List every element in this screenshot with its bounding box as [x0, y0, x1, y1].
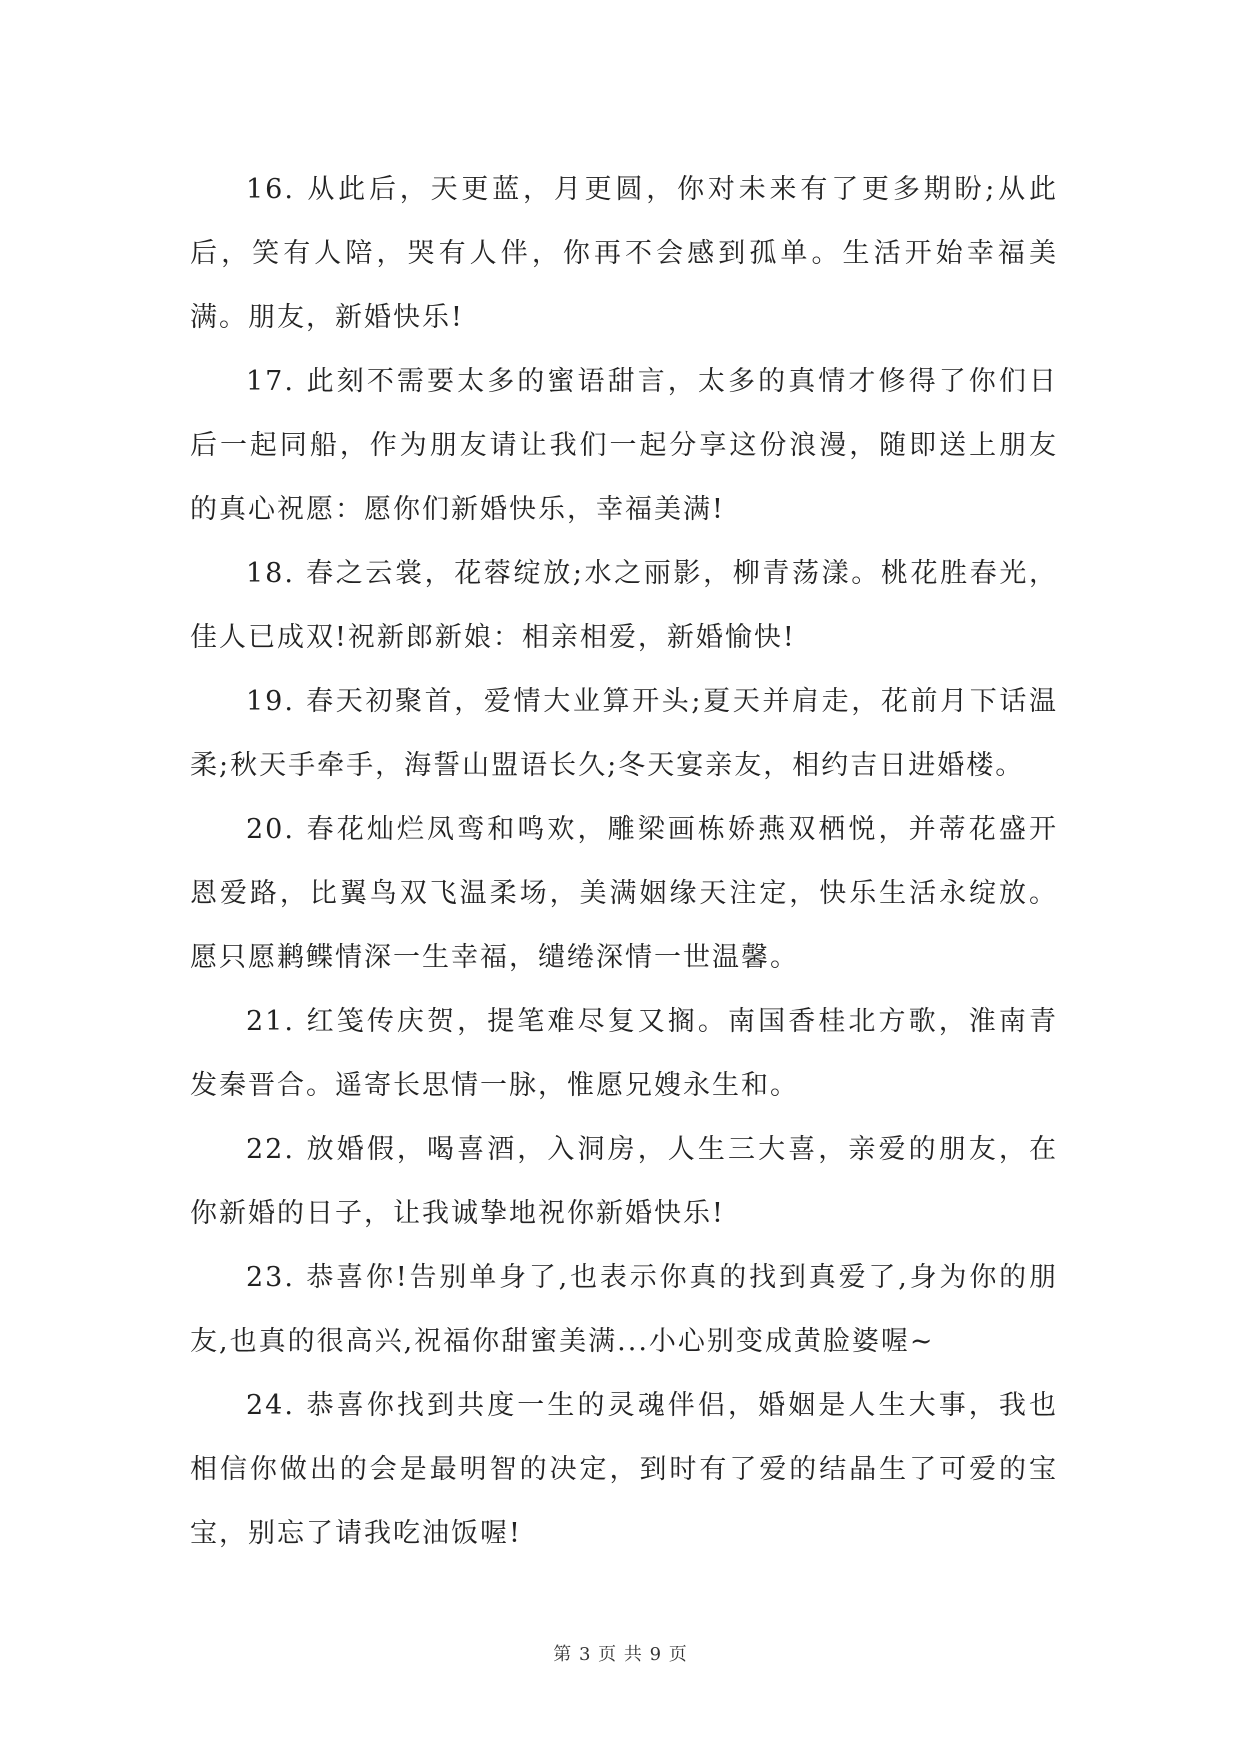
paragraph-19: 19. 春天初聚首，爱情大业算开头;夏天并肩走，花前月下话温柔;秋天手牵手，海誓山盟语长久;冬天宴亲友，相约吉日进婚楼。: [190, 686, 1058, 781]
paragraph-17: 17. 此刻不需要太多的蜜语甜言，太多的真情才修得了你们日后一起同船，作为朋友请让我们一起分享这份浪漫，随即送上朋友的真心祝愿：愿你们新婚快乐，幸福美满!: [190, 366, 1058, 525]
paragraph-21: 21. 红笺传庆贺，提笔难尽复又搁。南国香桂北方歌，淮南青发秦晋合。遥寄长思情一脉，惟愿兄嫂永生和。: [190, 1006, 1058, 1101]
paragraph-22: 22. 放婚假，喝喜酒，入洞房，人生三大喜，亲爱的朋友，在你新婚的日子，让我诚挚地祝你新婚快乐!: [190, 1134, 1058, 1229]
paragraph-16: 16. 从此后，天更蓝，月更圆，你对未来有了更多期盼;从此后，笑有人陪，哭有人伴，你再不会感到孤单。生活开始幸福美满。朋友，新婚快乐!: [190, 174, 1058, 333]
document-body: [190, 158, 1058, 1566]
paragraph-24: 24. 恭喜你找到共度一生的灵魂伴侣，婚姻是人生大事，我也相信你做出的会是最明智的决定，到时有了爱的结晶生了可爱的宝宝，别忘了请我吃油饭喔!: [190, 1390, 1058, 1549]
paragraph-23: 23. 恭喜你!告别单身了,也表示你真的找到真爱了,身为你的朋友,也真的很高兴,祝福你甜蜜美满...小心别变成黄脸婆喔~: [190, 1262, 1058, 1357]
page-number-footer: 第 3 页 共 9 页: [553, 1644, 688, 1665]
paragraph-18: 18. 春之云裳，花蓉绽放;水之丽影，柳青荡漾。桃花胜春光，佳人已成双!祝新郎新娘：相亲相爱，新婚愉快!: [190, 558, 1058, 653]
paragraph-20: 20. 春花灿烂凤鸾和鸣欢，雕梁画栋娇燕双栖悦，并蒂花盛开恩爱路，比翼鸟双飞温柔场，美满姻缘天注定，快乐生活永绽放。愿只愿鹣鲽情深一生幸福，缱绻深情一世温馨。: [190, 814, 1058, 973]
